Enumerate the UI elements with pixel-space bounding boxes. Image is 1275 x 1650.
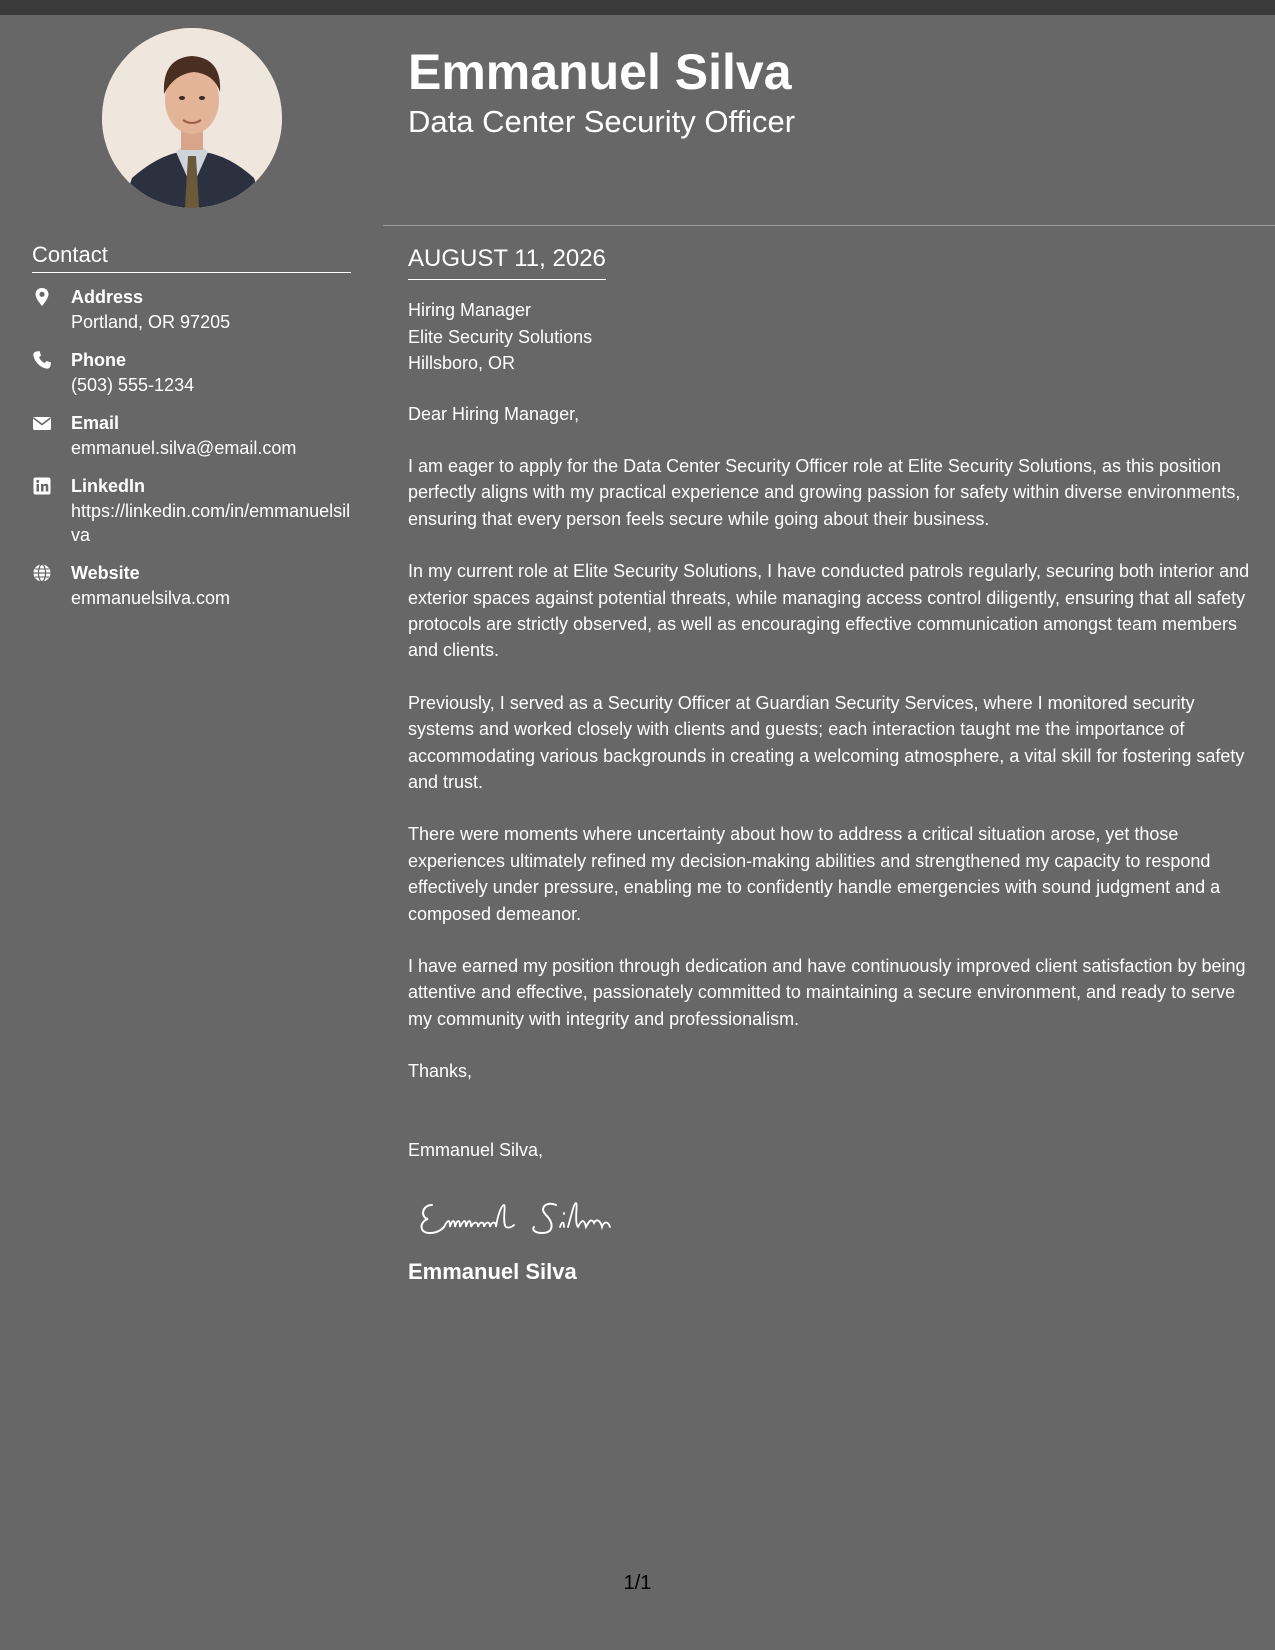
- website-value[interactable]: emmanuelsilva.com: [71, 588, 231, 608]
- phone-icon: [32, 350, 52, 370]
- contact-label: Website: [71, 563, 140, 583]
- linkedin-icon: [32, 476, 52, 496]
- page-number: 1/1: [623, 1572, 652, 1594]
- contact-label: Phone: [71, 350, 127, 370]
- contact-item-website: [32, 561, 352, 610]
- linkedin-value[interactable]: https://linkedin.com/in/emmanuelsilva: [71, 501, 351, 545]
- contact-label: Email: [71, 413, 120, 433]
- recipient-line: Hiring Manager: [408, 300, 532, 320]
- signed-name: Emmanuel Silva: [408, 1259, 577, 1285]
- phone-value: (503) 555-1234: [71, 375, 195, 395]
- avatar: [102, 28, 282, 208]
- letter-paragraph: There were moments where uncertainty about how to address a critical situation arose, yet those experiences ultimately refined my decision-making abilities and strengthened my capacity to respond effectively under pressure, enabling me to confidently handle emergencies with sound judgment and a composed demeanor.: [408, 824, 1221, 924]
- applicant-name: Emmanuel Silva: [408, 44, 792, 100]
- signature: [414, 1183, 1253, 1243]
- recipient-line: Hillsboro, OR: [408, 353, 516, 373]
- contact-item-email: [32, 411, 352, 460]
- email-value[interactable]: emmanuel.silva@email.com: [71, 438, 297, 458]
- applicant-role: Data Center Security Officer: [408, 104, 796, 139]
- contact-item-linkedin: [32, 474, 352, 547]
- letter-paragraph: I have earned my position through dedication and have continuously improved client satisfaction by being attentive and effective, passionately committed to maintaining a secure environment, and ready to serve my community with integrity and professionalism.: [408, 956, 1246, 1029]
- contact-item-address: [32, 285, 352, 334]
- recipient-line: Elite Security Solutions: [408, 326, 593, 347]
- contact-item-phone: [32, 348, 352, 397]
- contact-heading: Contact: [32, 241, 351, 273]
- top-bar: [0, 0, 1275, 15]
- sidebar: [0, 15, 383, 1650]
- contact-label: LinkedIn: [71, 476, 146, 496]
- salutation: Dear Hiring Manager,: [408, 403, 580, 424]
- contact-label: Address: [71, 287, 144, 307]
- header-divider: [383, 225, 1275, 226]
- recipient-block: [408, 297, 1253, 377]
- letter-paragraph: In my current role at Elite Security Solutions, I have conducted patrols regularly, securing both interior and exterior spaces against potential threats, while managing access control diligently, ensuring that all safety protocols are strictly observed, as well as encouraging effective communication amongst team members and clients.: [408, 561, 1250, 661]
- globe-icon: [32, 563, 52, 583]
- letter-body: [408, 243, 1253, 1287]
- letter-paragraph: Previously, I served as a Security Officer at Guardian Security Services, where I monitored security systems and worked closely with clients and guests; each interaction taught me the importance of accommodating various backgrounds in creating a welcoming atmosphere, a vital skill for fostering safety and trust.: [408, 692, 1245, 792]
- contact-list: [32, 285, 352, 624]
- address-value: Portland, OR 97205: [71, 312, 231, 332]
- envelope-icon: [32, 413, 52, 433]
- letter-paragraph: I am eager to apply for the Data Center Security Officer role at Elite Security Solutions, as this position perfectly aligns with my practical experience and growing passion for safety within diverse environments, ensuring that every person feels secure while going about their business.: [408, 455, 1241, 529]
- letter-date: AUGUST 11, 2026: [408, 243, 606, 280]
- map-pin-icon: [32, 287, 52, 307]
- closing: Thanks,: [408, 1061, 473, 1082]
- sign-off: Emmanuel Silva,: [408, 1139, 544, 1160]
